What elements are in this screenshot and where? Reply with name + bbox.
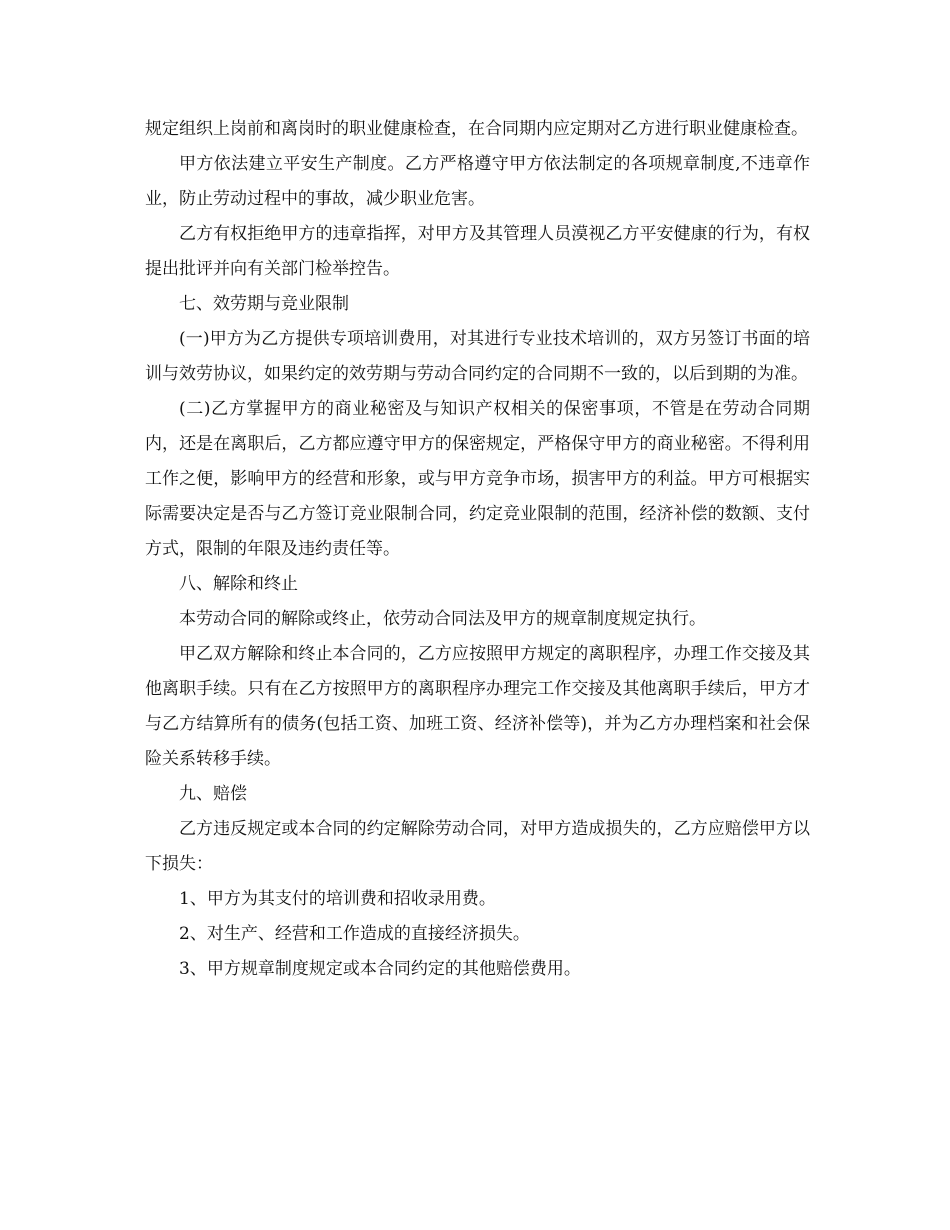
section-heading-8: 八、解除和终止: [179, 574, 298, 594]
list-item-compensation-2: 2、对生产、经营和工作造成的直接经济损失。: [179, 924, 530, 944]
paragraph-compensation-intro: 乙方违反规定或本合同的约定解除劳动合同，对甲方造成损失的，乙方应赔偿甲方以下损失：: [145, 819, 810, 874]
list-item-compensation-3: 3、甲方规章制度规定或本合同约定的其他赔偿费用。: [179, 959, 581, 979]
paragraph-termination-rule: 本劳动合同的解除或终止，依劳动合同法及甲方的规章制度规定执行。: [179, 609, 706, 629]
section-heading-9: 九、赔偿: [179, 784, 247, 804]
paragraph-resignation-procedure: 甲乙双方解除和终止本合同的，乙方应按照甲方规定的离职程序，办理工作交接及其他离职手续。只有在乙方按照甲方的离职程序办理完工作交接及其他离职手续后，甲方才与乙方结算所有的债务(包括工资、加班工资、经济补偿等)，并为乙方办理档案和社会保险关系转移手续。: [145, 644, 810, 769]
section-heading-7: 七、效劳期与竞业限制: [179, 294, 349, 314]
document-body: [145, 112, 810, 987]
paragraph-confidentiality: (二)乙方掌握甲方的商业秘密及与知识产权相关的保密事项，不管是在劳动合同期内，还是在离职后，乙方都应遵守甲方的保密规定，严格保守甲方的商业秘密。不得利用工作之便，影响甲方的经营和形象，或与甲方竞争市场，损害甲方的利益。甲方可根据实际需要决定是否与乙方签订竞业限制合同，约定竞业限制的范围，经济补偿的数额、支付方式，限制的年限及违约责任等。: [145, 399, 810, 559]
paragraph-training-agreement: (一)甲方为乙方提供专项培训费用，对其进行专业技术培训的，双方另签订书面的培训与效劳协议，如果约定的效劳期与劳动合同约定的合同期不一致的，以后到期的为准。: [145, 329, 810, 384]
list-item-compensation-1: 1、甲方为其支付的培训费和招收录用费。: [179, 889, 496, 909]
paragraph-health-check: 规定组织上岗前和离岗时的职业健康检查，在合同期内应定期对乙方进行职业健康检查。: [145, 119, 808, 139]
paragraph-refuse-rights: 乙方有权拒绝甲方的违章指挥，对甲方及其管理人员漠视乙方平安健康的行为，有权提出批评并向有关部门检举控告。: [145, 224, 810, 279]
paragraph-safety-system: 甲方依法建立平安生产制度。乙方严格遵守甲方依法制定的各项规章制度,不违章作业，防止劳动过程中的事故，减少职业危害。: [145, 154, 810, 209]
